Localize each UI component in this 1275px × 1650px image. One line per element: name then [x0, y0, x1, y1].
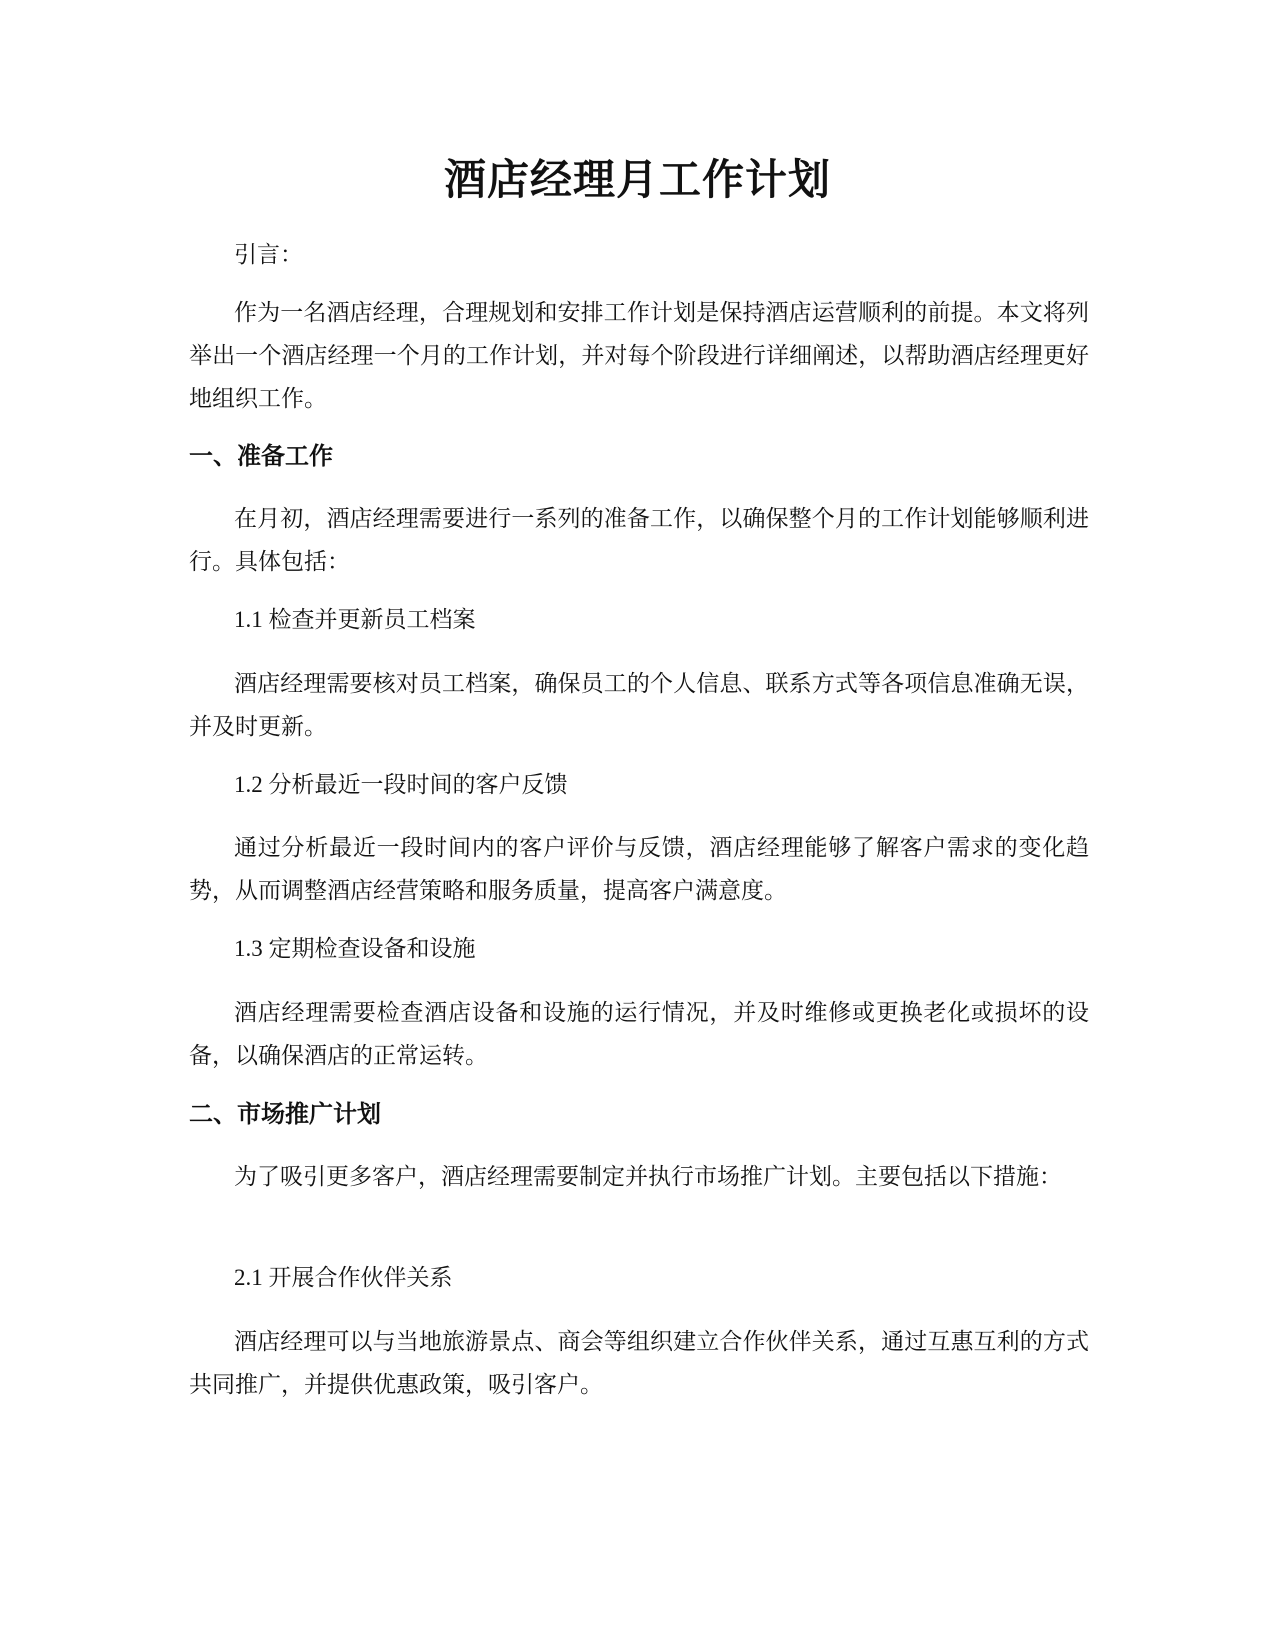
item-1-2-title: 1.2 分析最近一段时间的客户反馈	[234, 772, 568, 797]
item-1-3-title: 1.3 定期检查设备和设施	[234, 936, 476, 961]
item-1-1-body: 酒店经理需要核对员工档案，确保员工的个人信息、联系方式等各项信息准确无误，并及时更新。	[189, 671, 1089, 739]
section-2-intro: 为了吸引更多客户，酒店经理需要制定并执行市场推广计划。主要包括以下措施：	[234, 1164, 1062, 1189]
section-1-heading: 一、准备工作	[189, 442, 333, 470]
item-1-2-body: 通过分析最近一段时间内的客户评价与反馈，酒店经理能够了解客户需求的变化趋势，从而调整酒店经营策略和服务质量，提高客户满意度。	[189, 835, 1089, 903]
document-title: 酒店经理月工作计划	[443, 155, 831, 204]
intro-label: 引言：	[234, 242, 303, 267]
item-2-1-body: 酒店经理可以与当地旅游景点、商会等组织建立合作伙伴关系，通过互惠互利的方式共同推广，并提供优惠政策，吸引客户。	[189, 1329, 1089, 1397]
item-2-1-title: 2.1 开展合作伙伴关系	[234, 1265, 453, 1290]
section-1-intro: 在月初，酒店经理需要进行一系列的准备工作，以确保整个月的工作计划能够顺利进行。具体包括：	[189, 506, 1089, 574]
item-1-3-body: 酒店经理需要检查酒店设备和设施的运行情况，并及时维修或更换老化或损坏的设备，以确保酒店的正常运转。	[189, 1000, 1089, 1068]
item-1-1-title: 1.1 检查并更新员工档案	[234, 607, 476, 632]
section-2-heading: 二、市场推广计划	[189, 1100, 381, 1128]
intro-paragraph: 作为一名酒店经理，合理规划和安排工作计划是保持酒店运营顺利的前提。本文将列举出一个酒店经理一个月的工作计划，并对每个阶段进行详细阐述，以帮助酒店经理更好地组织工作。	[189, 300, 1089, 411]
